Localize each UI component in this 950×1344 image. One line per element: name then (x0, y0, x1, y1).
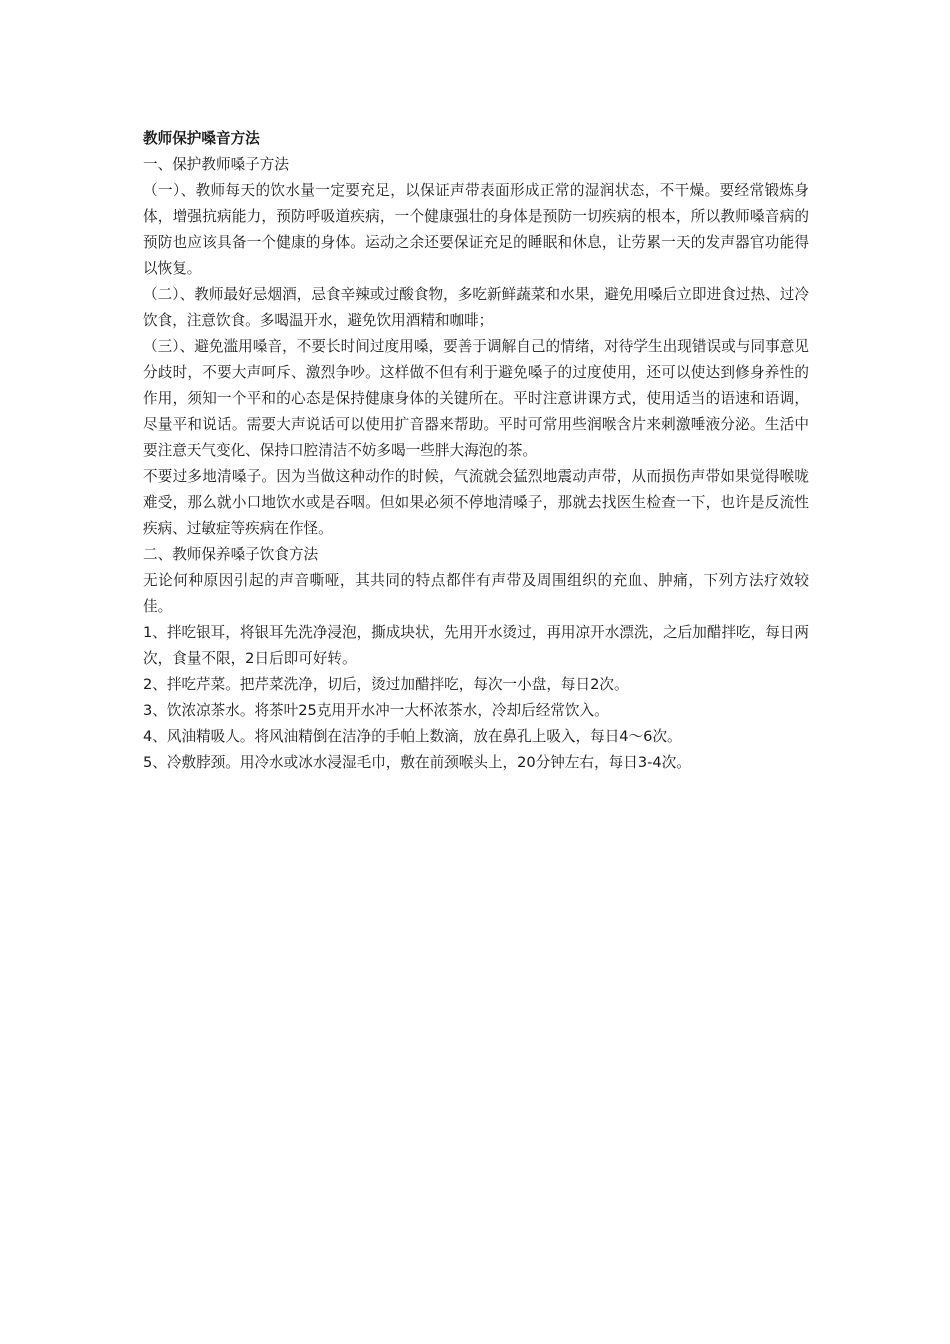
section-heading-1: 一、保护教师嗓子方法 (143, 156, 289, 173)
list-item-remedy-4: 4、风油精吸人。将风油精倒在洁净的手帕上数滴，放在鼻孔上吸入，每日4～6次。 (143, 728, 682, 745)
list-item-remedy-1: 1、拌吃银耳，将银耳先洗净浸泡，撕成块状，先用开水烫过，再用凉开水漂洗，之后加醋拌吃，每日两次，食量不限，2日后即可好转。 (143, 624, 810, 667)
paragraph-diet: （二）、教师最好忌烟酒，忌食辛辣或过酸食物，多吃新鲜蔬菜和水果，避免用嗓后立即进食过热、过冷饮食，注意饮食。多喝温开水，避免饮用酒精和咖啡； (143, 286, 809, 329)
paragraph-water-intake: （一）、教师每天的饮水量一定要充足，以保证声带表面形成正常的湿润状态，不干燥。要经常锻炼身体，增强抗病能力，预防呼吸道疾病，一个健康强壮的身体是预防一切疾病的根本，所以教师嗓音病的预防也应该具备一个健康的身体。运动之余还要保证充足的睡眠和休息，让劳累一天的发声器官功能得以恢复。 (143, 182, 809, 277)
paragraph-voice-abuse: （三）、避免滥用嗓音，不要长时间过度用嗓，要善于调解自己的情绪，对待学生出现错误或与同事意见分歧时，不要大声呵斥、激烈争吵。这样做不但有利于避免嗓子的过度使用，还可以使达到修身养性的作用，须知一个平和的心态是保持健康身体的关键所在。平时注意讲课方式，使用适当的语速和语调，尽量平和说话。需要大声说话可以使用扩音器来帮助。平时可常用些润喉含片来刺激唾液分泌。生活中要注意天气变化、保持口腔清洁不妨多喝一些胖大海泡的茶。 (143, 338, 809, 459)
document-body (143, 126, 809, 776)
list-item-remedy-2: 2、拌吃芹菜。把芹菜洗净，切后，烫过加醋拌吃，每次一小盘，每日2次。 (143, 676, 629, 693)
paragraph-intro-remedies: 无论何种原因引起的声音嘶哑，其共同的特点都伴有声带及周围组织的充血、肿痛，下列方法疗效较佳。 (143, 572, 809, 615)
section-heading-2: 二、教师保养嗓子饮食方法 (143, 546, 319, 563)
list-item-remedy-3: 3、饮浓凉茶水。将茶叶25克用开水冲一大杯浓茶水，冷却后经常饮入。 (143, 702, 609, 719)
list-item-remedy-5: 5、冷敷脖颈。用冷水或冰水浸湿毛巾，敷在前颈喉头上，20分钟左右，每日3-4次。 (143, 754, 691, 771)
paragraph-throat-clearing: 不要过多地清嗓子。因为当做这种动作的时候，气流就会猛烈地震动声带，从而损伤声带如果觉得喉咙难受，那么就小口地饮水或是吞咽。但如果必须不停地清嗓子，那就去找医生检查一下，也许是反流性疾病、过敏症等疾病在作怪。 (143, 468, 809, 537)
document-title: 教师保护嗓音方法 (143, 130, 260, 147)
